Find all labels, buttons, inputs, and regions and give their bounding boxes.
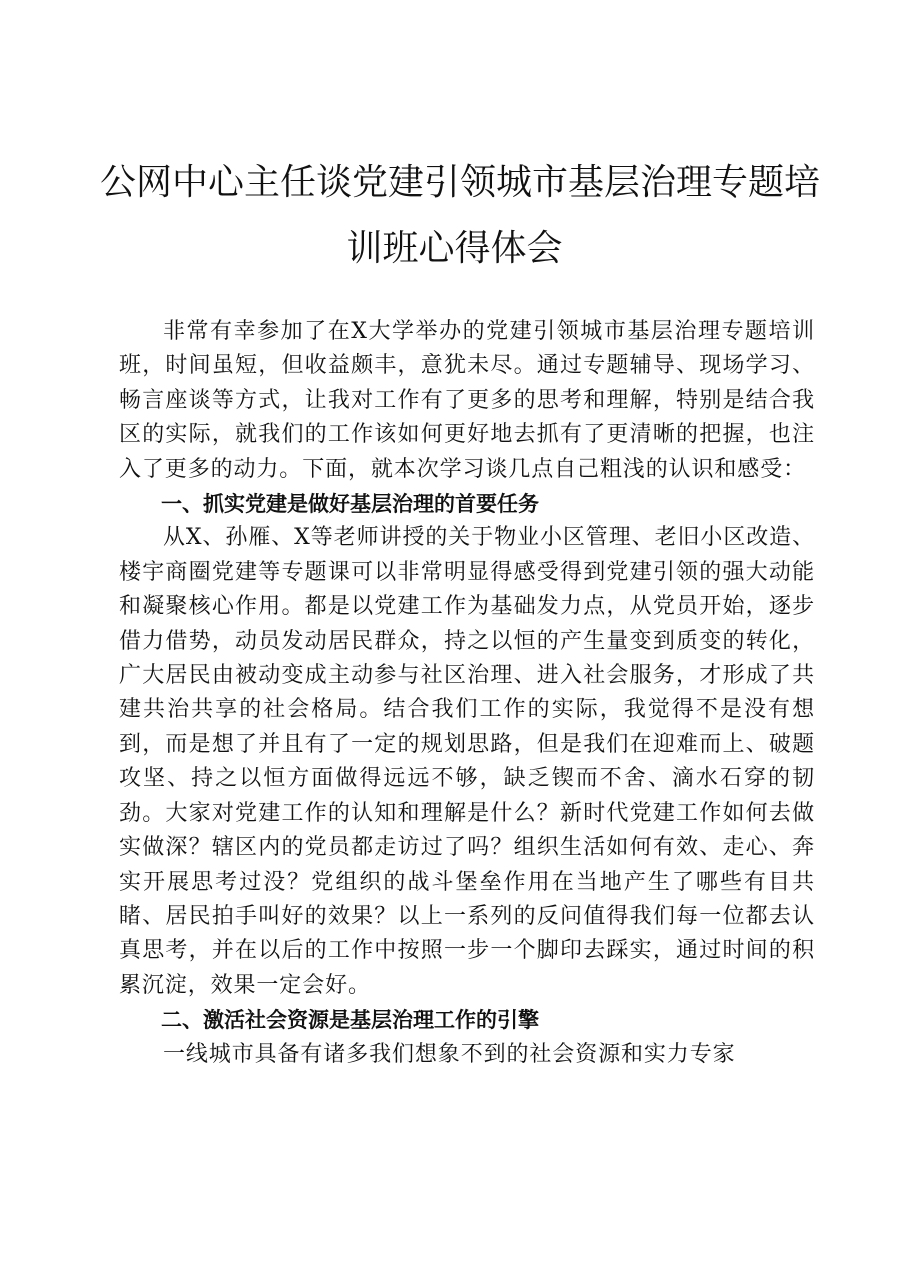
section-1-paragraph: 从X、孙雁、X等老师讲授的关于物业小区管理、老旧小区改造、楼宇商圈党建等专题课可以非常明显得感受得到党建引领的强大动能和凝聚核心作用。都是以党建工作为基础发力点，从党员开始，逐步借力借势，动员发动居民群众，持之以恒的产生量变到质变的转化，广大居民由被动变成主动参与社区治理、进入社会服务，才形成了共建共治共享的社会格局。结合我们工作的实际，我觉得不是没有想到，而是想了并且有了一定的规划思路，但是我们在迎难而上、破题攻坚、持之以恒方面做得远远不够，缺乏锲而不舍、滴水石穿的韧劲。大家对党建工作的认知和理解是什么？新时代党建工作如何去做实做深？辖区内的党员都走访过了吗？组织生活如何有效、走心、奔实开展思考过没？党组织的战斗堡垒作用在当地产生了哪些有目共睹、居民拍手叫好的效果？以上一系列的反问值得我们每一位都去认真思考，并在以后的工作中按照一步一个脚印去踩实，通过时间的积累沉淀，效果一定会好。 [119, 525, 815, 998]
section-heading-1: 一、抓实党建是做好基层治理的首要任务 [161, 492, 539, 517]
section-2-paragraph: 一线城市具备有诸多我们想象不到的社会资源和实力专家 [163, 1041, 736, 1067]
section-heading-2: 二、激活社会资源是基层治理工作的引擎 [161, 1008, 539, 1033]
document-body [119, 315, 815, 1072]
intro-paragraph: 非常有幸参加了在X大学举办的党建引领城市基层治理专题培训班，时间虽短，但收益颇丰，意犹未尽。通过专题辅导、现场学习、畅言座谈等方式，让我对工作有了更多的思考和理解，特别是结合我区的实际，就我们的工作该如何更好地去抓有了更清晰的把握，也注入了更多的动力。下面，就本次学习谈几点自己粗浅的认识和感受： [119, 319, 815, 482]
document-title-line-2: 训班心得体会 [346, 228, 563, 269]
document-title-line-1: 公网中心主任谈党建引领城市基层治理专题培 [100, 162, 821, 203]
